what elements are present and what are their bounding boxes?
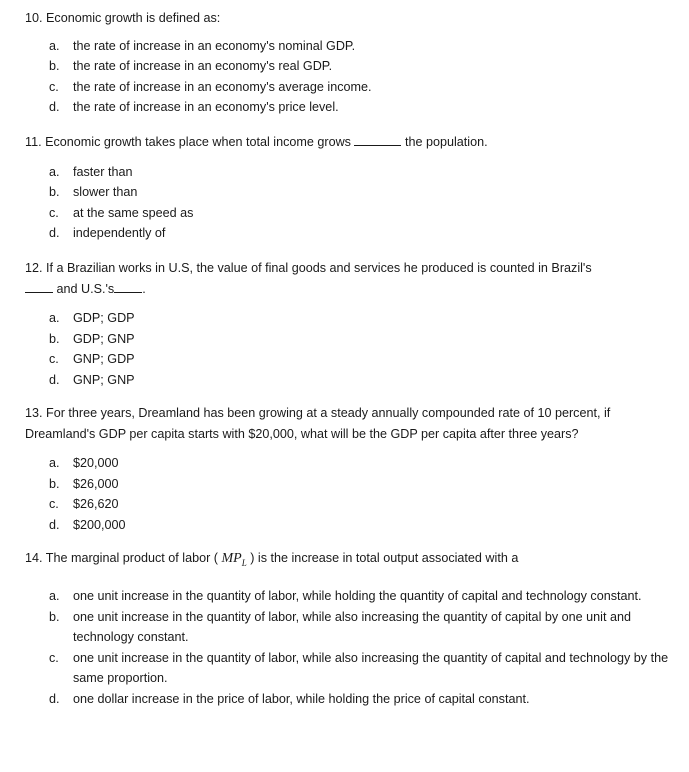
options-list [25,586,670,709]
question-12 [25,258,670,390]
options-list [25,308,670,390]
option [25,77,670,98]
option [25,453,670,474]
option-label: d. [49,100,60,114]
options-list [25,453,670,535]
option-text: one dollar increase in the price of labor, while holding the price of capital constant. [73,691,530,706]
question-13 [25,403,670,535]
stem-text-before: 11. Economic growth takes place when total income grows [25,135,351,149]
option-label: d. [49,517,60,532]
option [25,349,670,370]
option [25,162,670,183]
question-10 [25,8,670,118]
option [25,97,670,118]
option [25,515,670,536]
option-label: a. [49,164,60,179]
option [25,370,670,391]
option-text: slower than [73,185,138,199]
option-text: $26,620 [73,497,119,511]
stem-text-after: ) is the increase in total output associated with a [250,551,519,565]
option-text: at the same speed as [73,205,194,220]
question-stem: 13. For three years, Dreamland has been growing at a steady annually compounded rate of 10 percent, if Dreamland's GDP per capita starts with $20,000, what will be the GDP per capita after three years? [25,406,611,441]
question-stem: 10. Economic growth is defined as: [25,11,221,25]
option-text: the rate of increase in an economy's average income. [73,79,372,94]
option-label: b. [49,609,60,624]
option [25,203,670,224]
option-text: GDP; GDP [73,311,135,325]
option [25,36,670,57]
stem-line-1: 12. If a Brazilian works in U.S, the value of final goods and services he produced is counted in Brazil's [25,261,592,275]
option-label: c. [49,79,59,94]
option-text: one unit increase in the quantity of labor, while holding the quantity of capital and technology constant. [73,589,642,604]
option-label: b. [49,59,60,73]
option-label: a. [49,38,60,53]
option [25,182,670,203]
option-text: the rate of increase in an economy's real GDP. [73,59,333,73]
option-text: $26,000 [73,476,119,491]
option-label: a. [49,456,60,470]
option-label: a. [49,311,60,325]
option-text: one unit increase in the quantity of labor, while also increasing the quantity of capital and technology by the same proportion. [73,650,669,686]
option-label: c. [49,205,59,220]
option [25,223,670,244]
option-label: c. [49,352,59,366]
option-text: $200,000 [73,517,126,532]
stem-text-before: 14. The marginal product of labor ( [25,551,218,565]
stem-text-mid: and U.S.'s [56,281,115,296]
options-list [25,162,670,244]
option-text: $20,000 [73,456,119,470]
option-text: GDP; GNP [73,331,135,346]
option-label: c. [49,497,59,511]
question-stem [25,548,670,573]
option-label: d. [49,372,60,387]
options-list [25,36,670,118]
option-label: d. [49,691,60,706]
option-text: the rate of increase in an economy's price level. [73,100,339,114]
option-label: a. [49,589,60,604]
option [25,607,670,648]
mpl-symbol [221,551,246,566]
option-label: c. [49,650,59,665]
option-text: GNP; GNP [73,372,135,387]
stem-text-after: the population. [404,135,488,149]
option-text: the rate of increase in an economy's nominal GDP. [73,38,356,53]
option [25,689,670,710]
option [25,56,670,77]
mpl-symbol-sub: L [241,557,247,568]
option [25,494,670,515]
option-label: b. [49,331,60,346]
answer-blank [354,132,401,146]
option-text: one unit increase in the quantity of labor, while also increasing the quantity of capital by one unit and technology constant. [73,609,631,645]
option [25,474,670,495]
option-label: d. [49,226,60,240]
option-label: b. [49,476,60,491]
question-11 [25,132,670,244]
stem-text-end: . [142,281,146,296]
answer-blank [25,279,53,293]
option-label: b. [49,185,60,199]
question-stem [25,258,670,299]
option [25,586,670,607]
option [25,329,670,350]
answer-blank [114,279,142,293]
option-text: GNP; GDP [73,352,135,366]
question-14 [25,548,670,709]
option-text: faster than [73,164,133,179]
question-stem [25,132,670,153]
option-text: independently of [73,226,166,240]
option [25,308,670,329]
mpl-symbol-main: MP [221,551,242,566]
option [25,648,670,689]
